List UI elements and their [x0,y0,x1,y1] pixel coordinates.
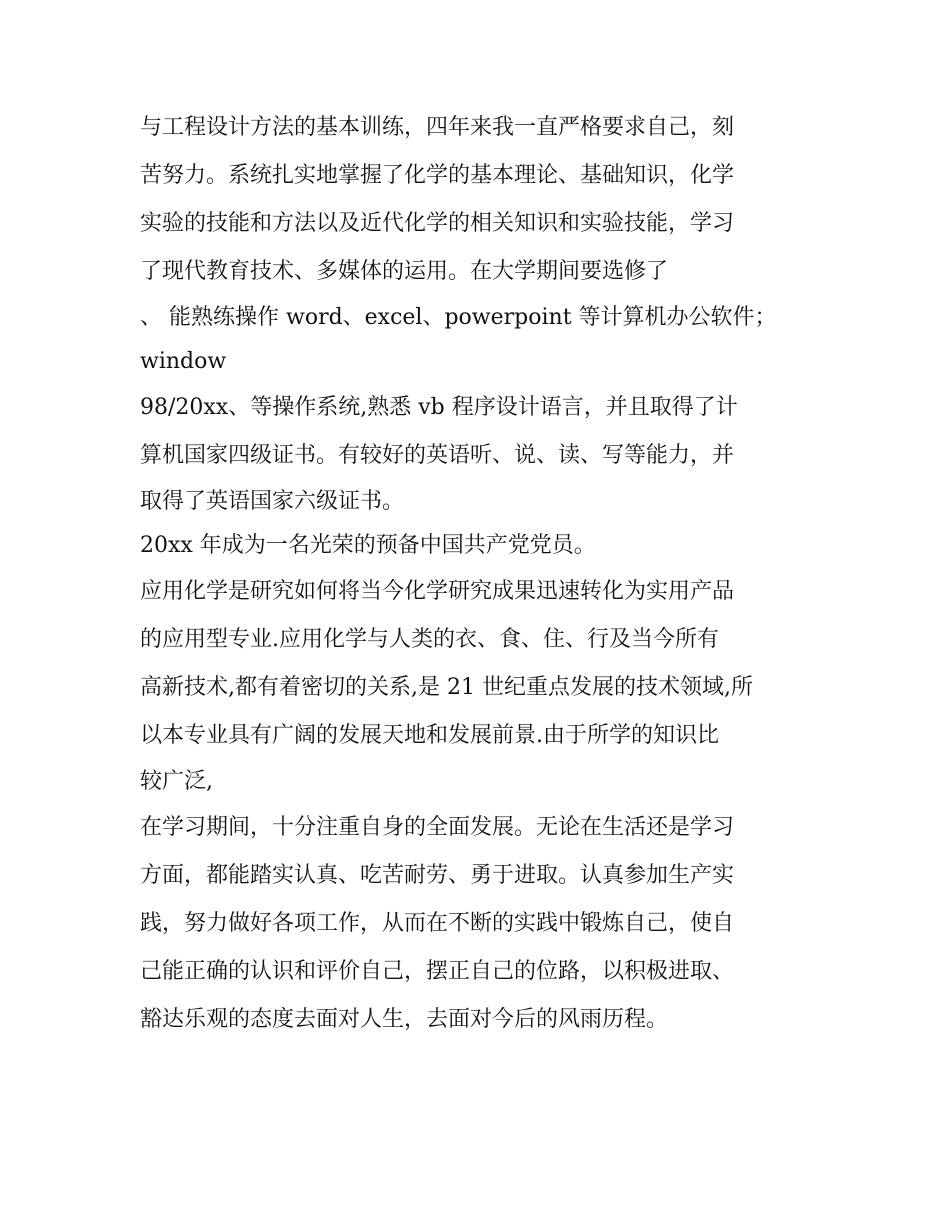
text-line-1: 与工程设计方法的基本训练，四年来我一直严格要求自己，刻 [140,115,735,140]
text-line-17: 方面，都能踏实认真、吃苦耐劳、勇于进取。认真参加生产实 [140,863,735,888]
text-line-9: 取得了英语国家六级证书。 [140,489,405,514]
text-line-4: 了现代教育技术、多媒体的运用。在大学期间要选修了 [140,259,669,284]
text-line-5: 、 能熟练操作 word、excel、powerpoint 等计算机办公软件； [140,305,777,330]
text-line-16: 在学习期间，十分注重自身的全面发展。无论在生活还是学习 [140,815,735,840]
text-line-3: 实验的技能和方法以及近代化学的相关知识和实验技能，学习 [140,211,735,236]
text-line-7: 98/20xx、等操作系统,熟悉 vb 程序设计语言，并且取得了计 [140,395,738,420]
text-line-15: 较广泛, [140,769,213,794]
text-line-11: 应用化学是研究如何将当今化学研究成果迅速转化为实用产品 [140,579,735,604]
text-line-19: 己能正确的认识和评价自己，摆正自己的位路，以积极进取、 [140,959,735,984]
text-line-2: 苦努力。系统扎实地掌握了化学的基本理论、基础知识，化学 [140,163,735,188]
text-line-6: window [140,349,227,374]
text-line-13: 高新技术,都有着密切的关系,是 21 世纪重点发展的技术领域,所 [140,675,753,700]
document-body [140,104,820,1044]
text-line-18: 践，努力做好各项工作，从而在不断的实践中锻炼自己，使自 [140,911,735,936]
text-line-8: 算机国家四级证书。有较好的英语听、说、读、写等能力，并 [140,443,735,468]
text-line-10: 20xx 年成为一名光荣的预备中国共产党党员。 [140,533,596,558]
text-line-20: 豁达乐观的态度去面对人生，去面对今后的风雨历程。 [140,1007,669,1032]
text-line-14: 以本专业具有广阔的发展天地和发展前景.由于所学的知识比 [140,723,719,748]
text-line-12: 的应用型专业.应用化学与人类的衣、食、住、行及当今所有 [140,627,719,652]
